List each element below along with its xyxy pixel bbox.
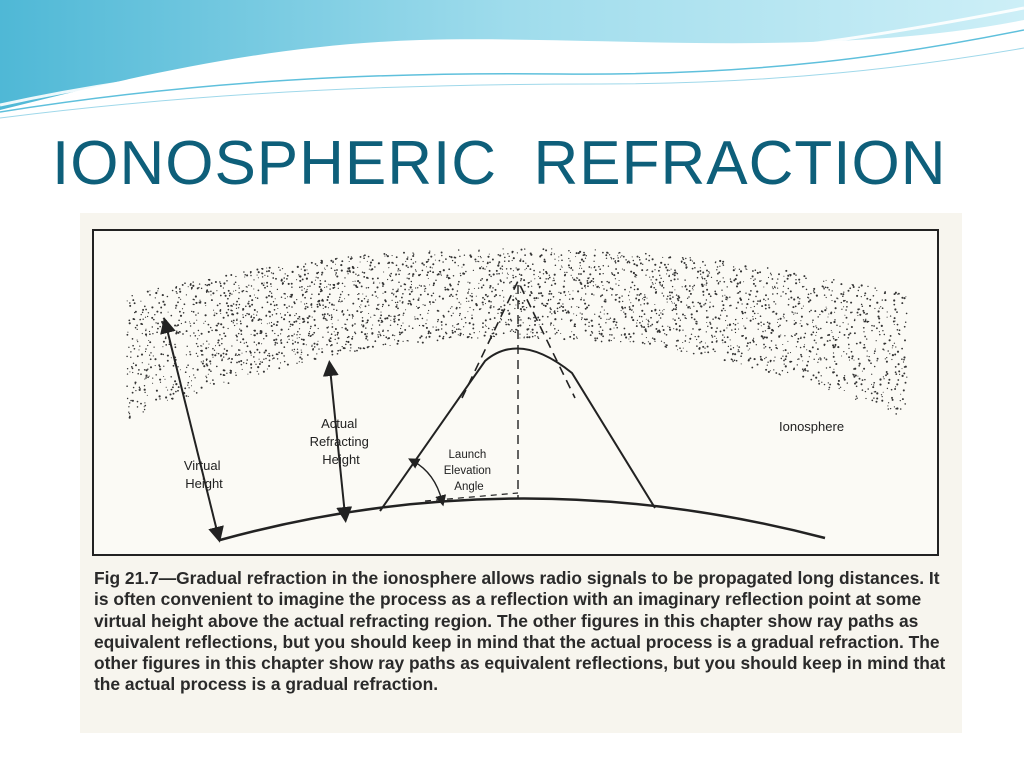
- figure-caption: Fig 21.7—Gradual refraction in the ionosphere allows radio signals to be propagated long distances. It is often convenient to imagine the process as a reflection with an imaginary reflection point at some virtual height above the actual refracting region. The other figures in this chapter show ray paths as equivalent reflections, but you should keep in mind that the actual process is a gradual refraction. The other figures in this chapter show ray paths as equivalent reflections, but you should keep in mind that the actual process is a gradual refraction.: [94, 568, 946, 695]
- virtual-height-label: Virtual Height: [183, 458, 223, 491]
- ionosphere-label: Ionosphere: [779, 419, 845, 434]
- diagram-frame: [93, 230, 938, 555]
- slide-title: IONOSPHERIC REFRACTION: [52, 129, 947, 198]
- ionospheric-refraction-diagram: [80, 213, 962, 563]
- actual-refracting-height-label: Actual Refracting Height: [309, 416, 369, 467]
- decorative-wave-banner: [0, 0, 1024, 130]
- figure-panel: [80, 213, 962, 733]
- launch-elevation-angle-label: Launch Elevation Angle: [443, 449, 492, 493]
